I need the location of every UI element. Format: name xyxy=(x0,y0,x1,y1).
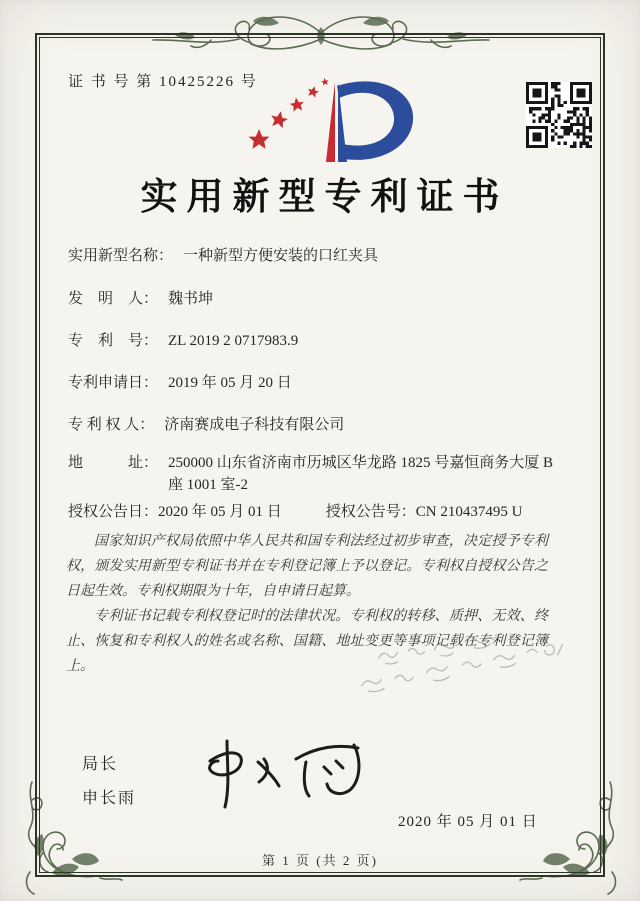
field-inventor xyxy=(68,289,558,311)
field-label: 实用新型名称： xyxy=(68,248,174,264)
cnipa-logo xyxy=(233,76,427,168)
field-label: 发 明 人： xyxy=(68,291,159,307)
director-signature xyxy=(188,733,388,813)
grant-announcement-row xyxy=(68,500,578,521)
qr-code xyxy=(526,82,592,148)
signer-block xyxy=(82,748,136,816)
field-filing-date xyxy=(68,373,558,395)
logo-p-shape xyxy=(326,81,413,162)
field-value: ZL 2019 2 0717983.9 xyxy=(168,333,299,349)
page-number: 第 1 页 (共 2 页) xyxy=(262,853,378,868)
signer-title: 局长 xyxy=(82,756,119,773)
field-label: 专利申请日： xyxy=(68,375,159,391)
logo-stars xyxy=(249,77,330,148)
legal-paragraph-2: 专利证书记载专利权登记时的法律状况。专利权的转移、质押、无效、终止、恢复和专利权人的姓名或名称、国籍、地址变更等事项记载在专利登记簿上。 xyxy=(66,609,548,674)
qr-code-canvas xyxy=(526,82,592,148)
field-patent-number xyxy=(68,331,558,353)
field-value: 2019 年 05 月 20 日 xyxy=(168,375,292,391)
grant-number: 授权公告号：CN 210437495 U xyxy=(325,504,523,520)
issue-date: 2020 年 05 月 01 日 xyxy=(398,814,538,830)
certificate-title: 实用新型专利证书 xyxy=(140,177,509,218)
field-value: 魏书坤 xyxy=(168,291,214,307)
field-patentee xyxy=(68,415,558,437)
certificate-number: 证 书 号 第 10425226 号 xyxy=(68,74,258,90)
grant-date: 授权公告日：2020 年 05 月 01 日 xyxy=(68,504,282,520)
signer-name: 申长雨 xyxy=(82,790,137,807)
legal-paragraph-1: 国家知识产权局依照中华人民共和国专利法经过初步审查，决定授予专利权，颁发实用新型专利证书并在专利登记簿上予以登记。专利权自授权公告之日起生效。专利权期限为十年，自申请日起算。 xyxy=(66,534,548,599)
field-value: 济南赛成电子科技有限公司 xyxy=(164,417,345,433)
field-utility-model-name xyxy=(68,246,558,268)
field-value: 250000 山东省济南市历城区华龙路 1825 号嘉恒商务大厦 B 座 1001 室-2 xyxy=(168,455,554,493)
field-label: 专 利 号： xyxy=(68,333,159,349)
field-value: 一种新型方便安装的口红夹具 xyxy=(183,248,379,264)
field-label: 地 址： xyxy=(68,455,159,471)
field-address xyxy=(68,453,560,497)
field-label: 专 利 权 人： xyxy=(68,417,155,433)
